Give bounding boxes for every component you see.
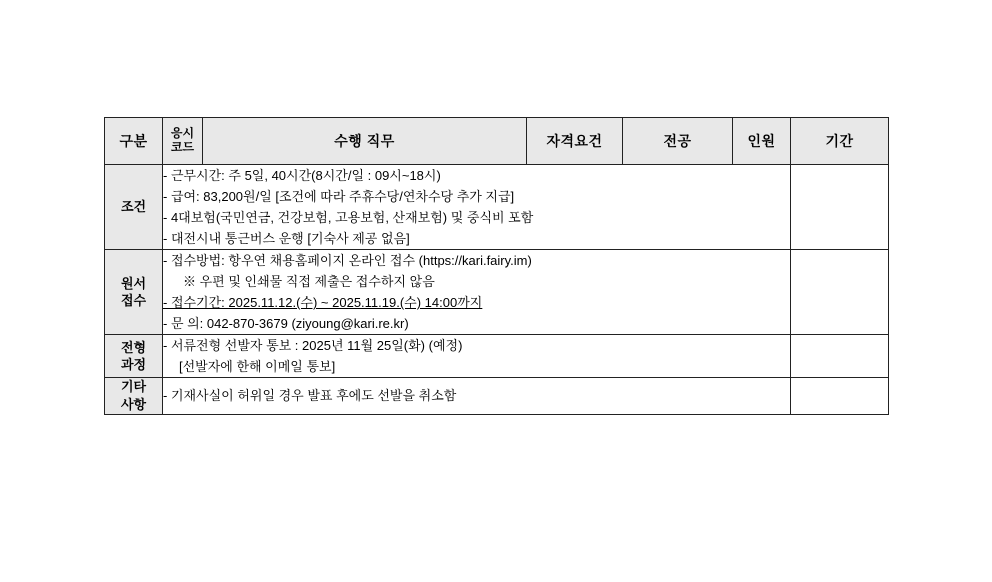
table-row [105, 335, 889, 378]
recruitment-table [104, 117, 889, 415]
row-label-process-line1: 전형 [120, 339, 147, 355]
header-major: 전공 [623, 118, 733, 165]
row-label-etc [105, 378, 163, 414]
row-label-condition: 조건 [105, 165, 163, 250]
header-qualification: 자격요건 [527, 118, 623, 165]
application-line-4: - 문 의: 042-870-3679 (ziyoung@kari.re.kr) [163, 316, 409, 332]
header-gubun: 구분 [105, 118, 163, 165]
etc-line-1: - 기재사실이 허위일 경우 발표 후에도 선발을 취소함 [163, 388, 457, 404]
condition-line-2: - 급여: 83,200원/일 [조건에 따라 주휴수당/연차수당 추가 지급] [163, 189, 515, 205]
row-period-process [791, 335, 889, 378]
row-label-etc-line1: 기타 [120, 379, 147, 395]
row-content-condition [163, 165, 791, 250]
header-code-line2: 코드 [170, 140, 195, 154]
application-line-3: - 접수기간: 2025.11.12.(수) ~ 2025.11.19.(수) 14:00까지 [163, 295, 483, 311]
table-row [105, 165, 889, 250]
table-header-row [105, 118, 889, 165]
recruitment-table-container [104, 117, 888, 415]
header-period: 기간 [791, 118, 889, 165]
application-line-2: ※ 우편 및 인쇄물 직접 제출은 접수하지 않음 [183, 274, 435, 290]
row-label-etc-line2: 사항 [120, 397, 147, 413]
table-row [105, 250, 889, 335]
row-label-application-line2: 접수 [120, 293, 147, 309]
header-duty: 수행 직무 [203, 118, 527, 165]
condition-line-1: - 근무시간: 주 5일, 40시간(8시간/일 : 09시~18시) [163, 168, 441, 183]
row-period-application [791, 250, 889, 335]
table-row [105, 378, 889, 414]
process-line-2: [선발자에 한해 이메일 통보] [179, 359, 336, 375]
row-content-application [163, 250, 791, 335]
row-label-application [105, 250, 163, 335]
header-count: 인원 [733, 118, 791, 165]
process-line-1: - 서류전형 선발자 통보 : 2025년 11월 25일(화) (예정) [163, 338, 463, 354]
row-period-condition [791, 165, 889, 250]
row-content-etc [163, 378, 791, 414]
header-code-line1: 응시 [170, 126, 195, 141]
row-label-process-line2: 과정 [120, 357, 147, 373]
condition-line-4: - 대전시내 통근버스 운행 [기숙사 제공 없음] [163, 231, 410, 247]
row-label-process [105, 335, 163, 378]
row-period-etc [791, 378, 889, 414]
condition-line-3: - 4대보험(국민연금, 건강보험, 고용보험, 산재보험) 및 중식비 포함 [163, 210, 534, 226]
header-code [163, 118, 203, 165]
row-label-application-line1: 원서 [120, 275, 147, 291]
application-line-1: - 접수방법: 항우연 채용홈페이지 온라인 접수 (https://kari.fairy.im) [163, 253, 532, 269]
row-content-process [163, 335, 791, 378]
